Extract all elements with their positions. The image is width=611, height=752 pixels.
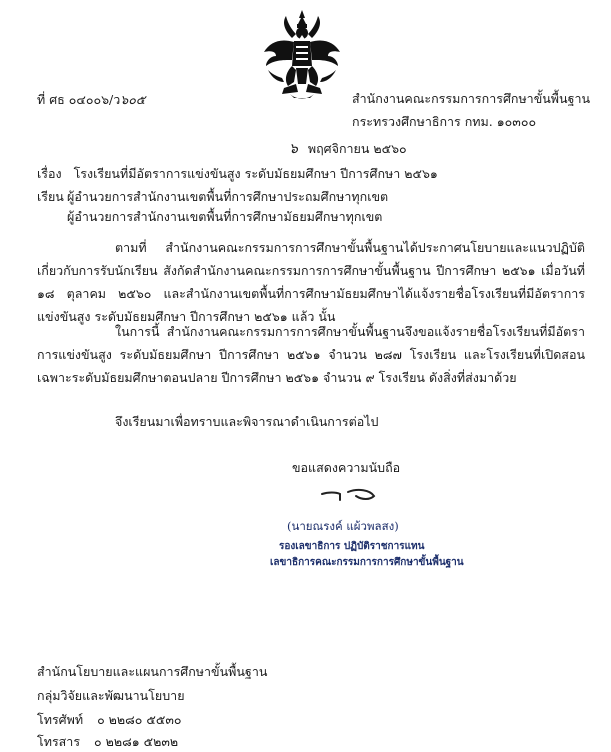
footer-division: กลุ่มวิจัยและพัฒนานโยบาย	[37, 688, 185, 703]
date-day-handwritten: ๖	[289, 141, 298, 157]
footer-office: สำนักนโยบายและแผนการศึกษาขั้นพื้นฐาน	[37, 664, 268, 679]
handwritten-signature	[318, 484, 378, 506]
reference-number-printed: ที่ ศธ ๐๔๐๐๖/ว	[37, 92, 121, 107]
body-paragraph-2: ในการนี้ สำนักงานคณะกรรมการการศึกษาขั้นพื้นฐานจึงขอแจ้งรายชื่อโรงเรียนที่มีอัตราการแข่งขันสูง ระดับมัธยมศึกษา ปีการศึกษา ๒๕๖๑ จำนวน ๒๘๗ โรงเรียน และโรงเรียนที่เปิดสอนเฉพาะระดับมัธยมศึกษาตอนปลาย ปีการศึกษา ๒๕๖๑ จำนวน ๙ โรงเรียน ดังสิ่งที่ส่งมาด้วย	[37, 324, 585, 385]
phone-number: ๐ ๒๒๘๐ ๕๕๓๐	[97, 712, 182, 727]
fax-label: โทรสาร	[37, 734, 81, 749]
body-paragraph-3: จึงเรียนมาเพื่อทราบและพิจารณาดำเนินการต่อไป	[115, 414, 379, 429]
fax-number: ๐ ๒๒๘๑ ๕๒๓๒	[94, 734, 179, 749]
addressee-line-1: ผู้อำนวยการสำนักงานเขตพื้นที่การศึกษาประถมศึกษาทุกเขต	[67, 189, 389, 204]
signer-title-1: รองเลขาธิการ ปฏิบัติราชการแทน	[279, 541, 425, 552]
reference-number	[37, 90, 145, 110]
subject-label: เรื่อง	[37, 166, 62, 181]
subject-line	[37, 164, 438, 184]
reference-number-handwritten: ๖๐๕	[120, 92, 146, 107]
phone-label: โทรศัพท์	[37, 712, 84, 727]
agency-address: กระทรวงศึกษาธิการ กทม. ๑๐๓๐๐	[352, 114, 537, 129]
closing-salutation: ขอแสดงความนับถือ	[292, 460, 401, 475]
agency-name: สำนักงานคณะกรรมการการศึกษาขั้นพื้นฐาน	[352, 91, 591, 106]
document-date	[289, 138, 407, 160]
footer-fax	[37, 732, 178, 752]
garuda-emblem	[262, 8, 342, 102]
body-paragraph-1: ตามที่ สำนักงานคณะกรรมการการศึกษาขั้นพื้นฐานได้ประกาศนโยบายและแนวปฏิบัติเกี่ยวกับการรับนักเรียน สังกัดสำนักงานคณะกรรมการการศึกษาขั้นพื้นฐาน ปีการศึกษา ๒๕๖๑ เมื่อวันที่ ๑๘ ตุลาคม ๒๕๖๐ และสำนักงานเขตพื้นที่การศึกษามัธยมศึกษาได้แจ้งรายชื่อโรงเรียนที่มีอัตราการแข่งขันสูง ระดับมัธยมศึกษา ปีการศึกษา ๒๕๖๑ แล้ว นั้น	[37, 240, 585, 324]
subject-text: โรงเรียนที่มีอัตราการแข่งขันสูง ระดับมัธยมศึกษา ปีการศึกษา ๒๕๖๑	[73, 166, 438, 181]
signer-title-2: เลขาธิการคณะกรรมการการศึกษาขั้นพื้นฐาน	[270, 557, 464, 568]
addressee-line-2: ผู้อำนวยการสำนักงานเขตพื้นที่การศึกษามัธยมศึกษาทุกเขต	[67, 209, 383, 224]
addressee-label: เรียน	[37, 189, 64, 204]
signer-name: (นายณรงค์ แผ้วพลสง)	[287, 519, 399, 533]
footer-phone	[37, 710, 182, 730]
date-month-year: พฤศจิกายน ๒๕๖๐	[307, 141, 407, 156]
